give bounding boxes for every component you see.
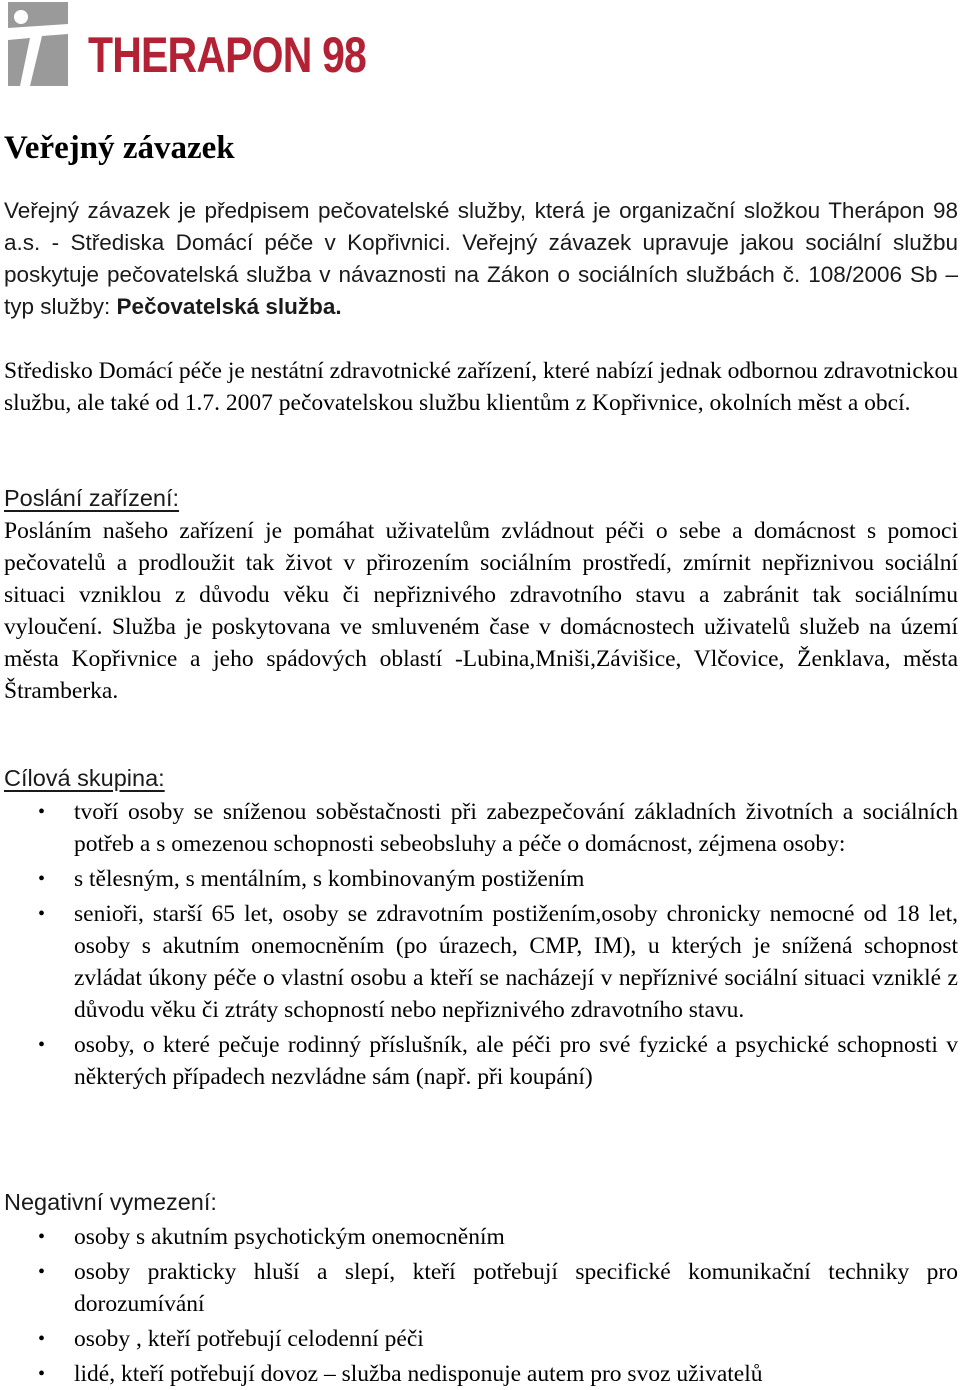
negative-heading: Negativní vymezení:	[4, 1189, 217, 1215]
list-item: • osoby s akutním psychotickým onemocněním	[0, 1221, 958, 1253]
bullet-icon: •	[38, 903, 46, 925]
list-item: • lidé, kteří potřebují dovoz – služba nedisponuje autem pro svoz uživatelů	[0, 1358, 958, 1390]
negative-list	[0, 1221, 958, 1390]
page-title: Veřejný závazek	[4, 130, 235, 166]
list-item: • senioři, starší 65 let, osoby se zdravotním postižením,osoby chronicky nemocné od 18 let, osoby s akutním onemocněním (po úrazech, CMP, IM), u kterých je snížená schopnost zvládat úkony péče o vlastní osobu a kteří se nacházejí v nepříznivé sociální situaci vzniklé z důvodu věku či ztráty schopností nebo nepřiznivého zdravotního stavu.	[0, 898, 958, 1026]
intro-text: Veřejný závazek je předpisem pečovatelské služby, která je organizační složkou Therápon 98 a.s. - Střediska Domácí péče v Kopřivnici. Veřejný závazek upravuje jakou sociální službu poskytuje pečovatelská služba v návaznosti na Zákon o sociálních službách č. 108/2006 Sb – typ služby:	[4, 198, 958, 319]
therapon-logo	[8, 2, 367, 88]
bullet-icon: •	[38, 1226, 46, 1248]
intro-paragraph	[4, 195, 958, 323]
target-heading: Cílová skupina:	[4, 765, 165, 791]
bullet-icon: •	[38, 1034, 46, 1056]
bullet-icon: •	[38, 1363, 46, 1385]
list-item: • osoby, o které pečuje rodinný příslušník, ale péči pro své fyzické a psychické schopnosti v některých případech nezvládne sám (např. při koupání)	[0, 1029, 958, 1093]
center-paragraph: Středisko Domácí péče je nestátní zdravotnické zařízení, které nabízí jednak odbornou zdravotnickou službu, ale také od 1.7. 2007 pečovatelskou službu klientům z Kopřivnice, okolních měst a obcí.	[4, 358, 958, 416]
list-item: • osoby prakticky hluší a slepí, kteří potřebují specifické komunikační techniky pro dorozumívání	[0, 1256, 958, 1320]
therapon-figure-icon	[8, 2, 78, 88]
list-item: • osoby , kteří potřebují celodenní péči	[0, 1323, 958, 1355]
logo-wordmark: THERAPON 98	[88, 27, 367, 83]
mission-heading: Poslání zařízení:	[4, 485, 180, 511]
mission-paragraph: Posláním našeho zařízení je pomáhat uživatelům zvládnout péči o sebe a domácnost s pomoci pečovatelů a prodloužit tak život v přirozením sociálním prostředí, zmírnit nepřiznivou sociální situaci vzniklou z důvodu věku či nepřiznivého zdravotního stavu a zabránit tak sociálnímu vyloučení. Služba je poskytovana ve smluveném čase v domácnostech uživatelů služeb na území města Kopřivnice a jeho spádových oblastí -Lubina,Mniši,Závišice, Vlčovice, Ženklava, města Štramberka.	[4, 518, 958, 704]
list-item: • tvoří osoby se sníženou soběstačnosti při zabezpečování základních životních a sociálních potřeb a s omezenou schopnosti sebeobsluhy a péče o domácnost, zéjmena osoby:	[0, 796, 958, 860]
bullet-icon: •	[38, 801, 46, 823]
list-item: • s tělesným, s mentálním, s kombinovaným postižením	[0, 863, 958, 895]
target-list	[0, 796, 958, 1093]
bullet-icon: •	[38, 1261, 46, 1283]
bullet-icon: •	[38, 1328, 46, 1350]
service-type: Pečovatelská služba.	[116, 294, 342, 319]
bullet-icon: •	[38, 868, 46, 890]
